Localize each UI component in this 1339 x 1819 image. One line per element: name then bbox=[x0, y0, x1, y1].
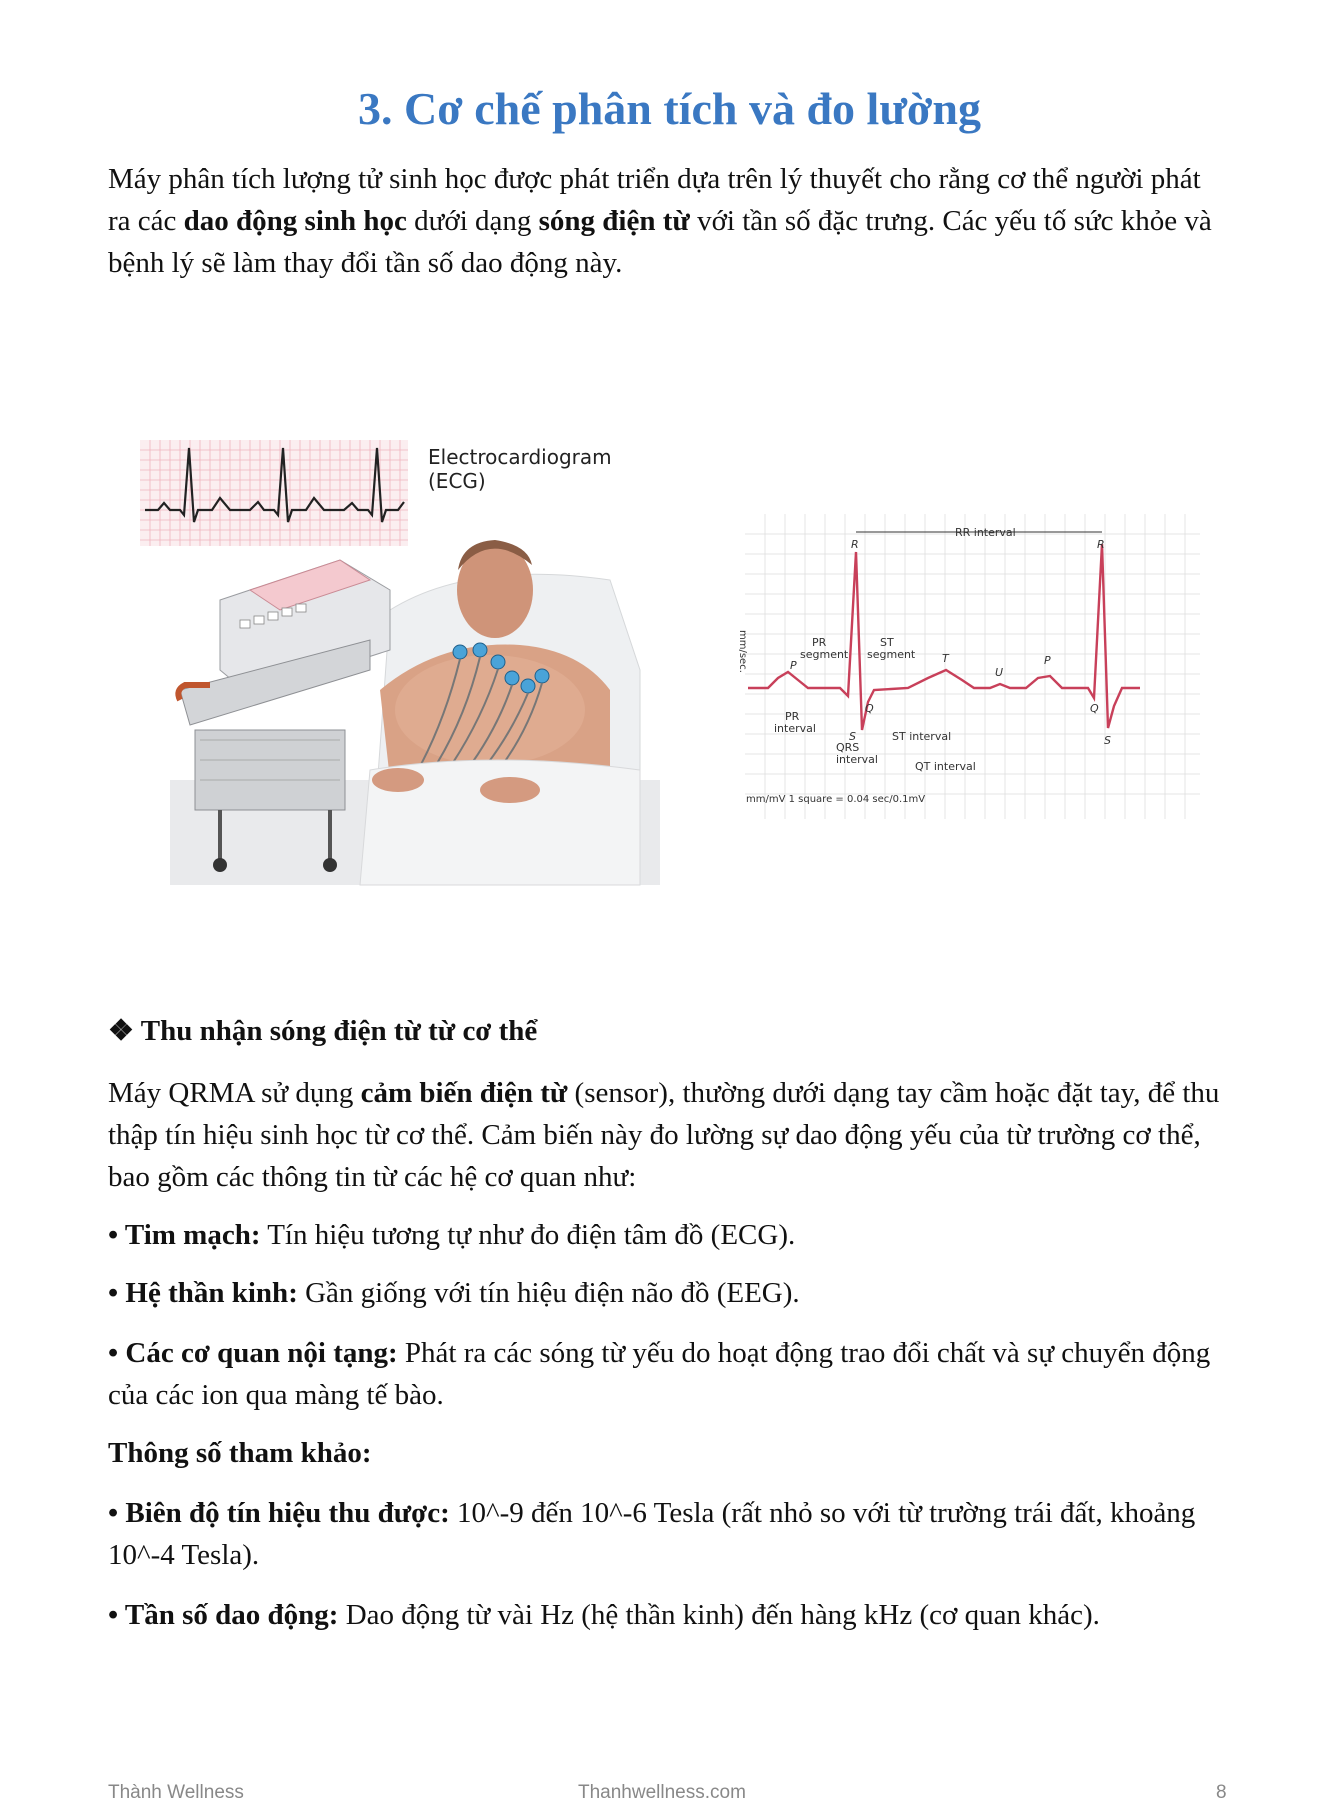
bullet-label: • Các cơ quan nội tạng: bbox=[108, 1337, 398, 1369]
ecg-s2-label: S bbox=[1104, 734, 1111, 747]
intro-bold-2: sóng điện từ bbox=[538, 205, 690, 237]
page-title: 3. Cơ chế phân tích và đo lường bbox=[358, 83, 981, 134]
ecg-r-label: R bbox=[851, 538, 859, 551]
ecg-q-label: Q bbox=[865, 702, 874, 715]
qrma-text-2: (sensor), thường dưới dạng tay cầm hoặc đặt tay, để thu thập tín hiệu sinh học từ cơ thể. Cảm biến này đo lường sự dao động yếu của từ trường cơ thể, bao gồm các thông tin từ các hệ cơ quan như: bbox=[108, 1077, 1220, 1193]
intro-paragraph bbox=[108, 158, 1228, 284]
ecg-caption-line1: Electrocardiogram bbox=[428, 445, 612, 469]
section-heading-text: Thu nhận sóng điện từ từ cơ thể bbox=[140, 1015, 538, 1047]
bullet-text: 10^-9 đến 10^-6 Tesla (rất nhỏ so với từ trường trái đất, khoảng 10^-4 Tesla). bbox=[108, 1497, 1196, 1571]
bullet-label: • Hệ thần kinh: bbox=[108, 1277, 298, 1309]
ecg-p2-label: P bbox=[1044, 654, 1051, 667]
ecg-pr-interval-label-2: interval bbox=[774, 722, 816, 735]
ecg-p-label: P bbox=[790, 659, 797, 672]
bullet-tan-so bbox=[108, 1594, 1228, 1636]
patient-with-ecg-machine-image bbox=[170, 540, 660, 885]
bullet-text: Phát ra các sóng từ yếu do hoạt động trao đổi chất và sự chuyển động của các ion qua màng tế bào. bbox=[108, 1337, 1211, 1411]
qrma-paragraph bbox=[108, 1072, 1228, 1198]
ecg-st-interval-label: ST interval bbox=[892, 730, 952, 743]
bullet-bien-do bbox=[108, 1492, 1228, 1576]
bullet-label: • Tim mạch: bbox=[108, 1219, 261, 1251]
ecg-u-label: U bbox=[995, 666, 1004, 679]
intro-text-2: dưới dạng bbox=[406, 205, 539, 237]
qrma-bold-1: cảm biến điện từ bbox=[360, 1077, 568, 1109]
ecg-caption-line2: (ECG) bbox=[428, 469, 486, 493]
ecg-yaxis-label: mm/sec. bbox=[737, 630, 748, 673]
ecg-strip bbox=[140, 440, 408, 546]
ecg-st-segment-label-2: segment bbox=[867, 648, 916, 661]
diamond-bullet-icon: ❖ bbox=[108, 1015, 141, 1047]
bullet-he-than-kinh bbox=[108, 1272, 1228, 1314]
bullet-text: Tín hiệu tương tự như đo điện tâm đồ (ECG). bbox=[260, 1219, 796, 1251]
footer-brand: Thành Wellness bbox=[108, 1782, 244, 1803]
ecg-illustration bbox=[140, 440, 1200, 888]
intro-bold-1: dao động sinh học bbox=[183, 205, 407, 237]
bullet-tim-mach bbox=[108, 1214, 1228, 1256]
intro-text-1: Máy phân tích lượng tử sinh học được phát triển dựa trên lý thuyết cho rằng cơ thể người phát ra các bbox=[108, 163, 1201, 237]
ecg-qrs-label-1: QRS bbox=[836, 741, 860, 754]
ecg-t-label: T bbox=[942, 652, 949, 665]
ecg-pr-segment-label-1: PR bbox=[812, 636, 827, 649]
bullet-label: • Biên độ tín hiệu thu được: bbox=[108, 1497, 450, 1529]
ecg-scale-label: mm/mV 1 square = 0.04 sec/0.1mV bbox=[746, 794, 926, 805]
qrma-text-1: Máy QRMA sử dụng bbox=[108, 1077, 361, 1109]
footer-website: Thanhwellness.com bbox=[578, 1782, 746, 1803]
ecg-rr-interval-label: RR interval bbox=[955, 526, 1016, 539]
reference-heading: Thông số tham khảo: bbox=[108, 1437, 372, 1469]
ecg-q2-label: Q bbox=[1090, 702, 1099, 715]
ecg-s-label: S bbox=[849, 730, 856, 743]
section-heading bbox=[108, 1010, 537, 1052]
bullet-text: Gần giống với tín hiệu điện não đồ (EEG). bbox=[297, 1277, 800, 1309]
bullet-noi-tang bbox=[108, 1332, 1228, 1416]
ecg-qt-interval-label: QT interval bbox=[915, 760, 976, 773]
ecg-pr-segment-label-2: segment bbox=[800, 648, 849, 661]
bullet-label: • Tần số dao động: bbox=[108, 1599, 339, 1631]
ecg-pr-interval-label-1: PR bbox=[785, 710, 800, 723]
intro-text-3: với tần số đặc trưng. Các yếu tố sức khỏe và bệnh lý sẽ làm thay đổi tần số dao động này. bbox=[108, 205, 1212, 279]
ecg-wave-diagram bbox=[737, 514, 1200, 819]
ecg-r2-label: R bbox=[1097, 538, 1105, 551]
bullet-text: Dao động từ vài Hz (hệ thần kinh) đến hàng kHz (cơ quan khác). bbox=[338, 1599, 1100, 1631]
ecg-qrs-label-2: interval bbox=[836, 753, 878, 766]
ecg-st-segment-label-1: ST bbox=[880, 636, 894, 649]
page-number: 8 bbox=[1216, 1782, 1227, 1803]
